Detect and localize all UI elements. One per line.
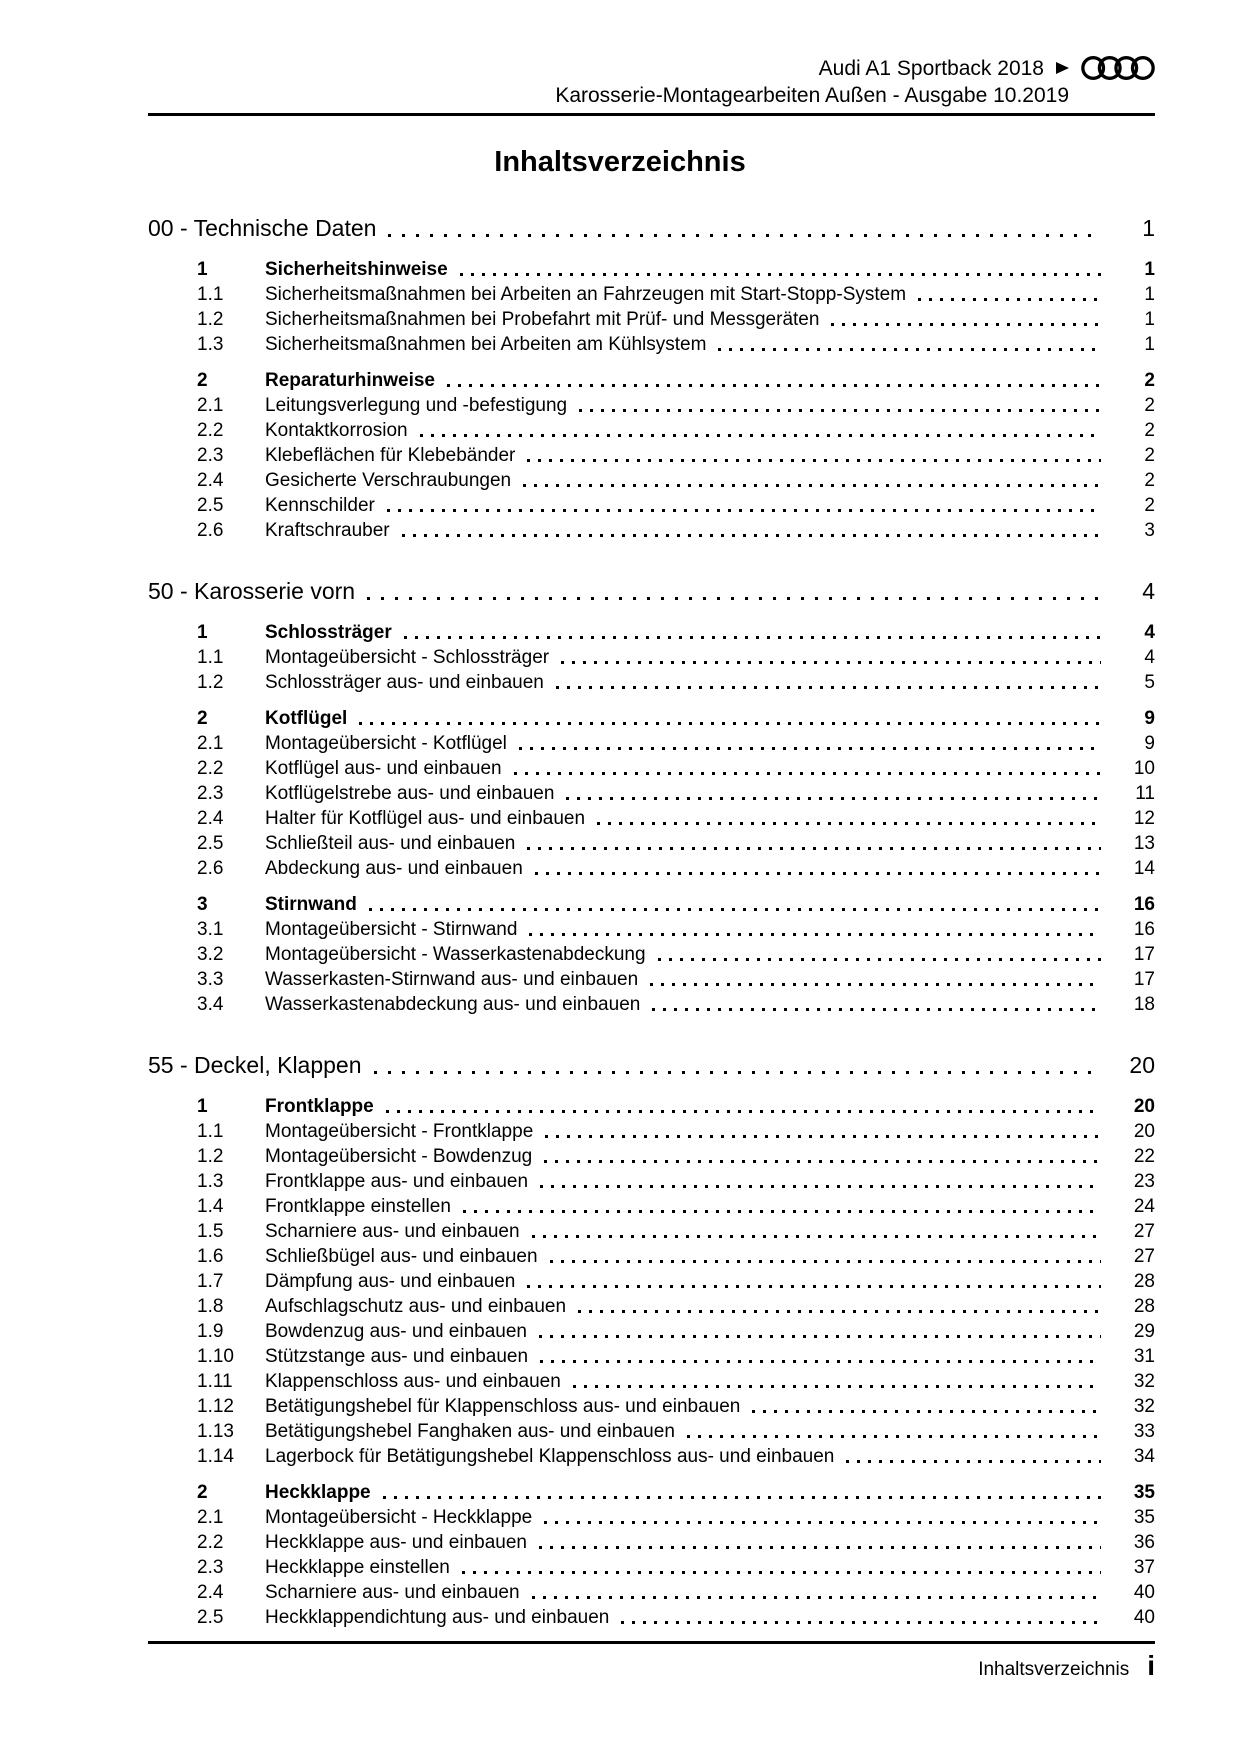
toc-entry-row <box>148 1119 1155 1144</box>
toc-page-number: 34 <box>1133 1446 1155 1467</box>
toc-entry-row <box>148 1094 1155 1119</box>
toc-entry-row <box>148 731 1155 756</box>
toc-entry-title: Kotflügelstrebe aus- und einbauen <box>265 783 555 804</box>
dot-leader <box>752 1410 1101 1413</box>
toc-entry-row <box>148 1505 1155 1530</box>
dot-leader <box>561 661 1101 664</box>
dot-leader <box>545 1135 1101 1138</box>
toc-page-number: 33 <box>1133 1421 1155 1442</box>
toc-chapter-title: 55 - Deckel, Klappen <box>148 1052 362 1078</box>
toc-entry-number: 2.4 <box>197 808 224 829</box>
toc-entry-row <box>148 1319 1155 1344</box>
toc-page-number: 31 <box>1133 1346 1155 1367</box>
header-model-line <box>148 54 1155 82</box>
dot-leader <box>658 958 1101 961</box>
toc-entry-row <box>148 645 1155 670</box>
dot-leader <box>579 409 1101 412</box>
toc-page-number: 1 <box>1144 334 1155 355</box>
toc-page-number: 35 <box>1133 1507 1155 1528</box>
toc-entry-number: 1 <box>197 1096 208 1117</box>
dot-leader <box>718 348 1101 351</box>
toc-page-number: 29 <box>1133 1321 1155 1342</box>
toc-page-number: 2 <box>1144 445 1155 466</box>
dot-leader <box>550 1260 1101 1263</box>
dot-leader <box>462 1571 1101 1574</box>
toc-page-number: 9 <box>1144 733 1155 754</box>
toc-entry-title: Aufschlagschutz aus- und einbauen <box>265 1296 567 1317</box>
toc-entry-row <box>148 493 1155 518</box>
toc-page-number: 28 <box>1133 1271 1155 1292</box>
toc-entry-number: 1.12 <box>197 1396 234 1417</box>
dot-leader <box>540 1185 1101 1188</box>
toc-entry-title: Betätigungshebel für Klappenschloss aus- und einbauen <box>265 1396 741 1417</box>
toc-page-number: 2 <box>1144 495 1155 516</box>
dot-leader <box>402 534 1101 537</box>
toc-entry-number: 3.2 <box>197 944 224 965</box>
toc-entry-row <box>148 942 1155 967</box>
toc-entry-number: 1.10 <box>197 1346 234 1367</box>
toc-entry-number: 3.4 <box>197 994 224 1015</box>
dot-leader <box>523 484 1101 487</box>
toc-entry-row <box>148 257 1155 282</box>
toc-entry-title: Sicherheitshinweise <box>265 259 448 280</box>
toc-entry-row <box>148 1194 1155 1219</box>
toc-entry-row <box>148 1169 1155 1194</box>
toc-chapter-row <box>148 210 1155 246</box>
dot-leader <box>573 1385 1101 1388</box>
toc-entry-row <box>148 282 1155 307</box>
toc-entry-number: 1.7 <box>197 1271 224 1292</box>
toc-entry-number: 1.5 <box>197 1221 224 1242</box>
toc-entry-row <box>148 781 1155 806</box>
toc-entry-title: Sicherheitsmaßnahmen bei Arbeiten an Fahrzeugen mit Start-Stopp-System <box>265 284 907 305</box>
dot-leader <box>463 1210 1101 1213</box>
dot-leader <box>387 509 1101 512</box>
toc-page-number: 17 <box>1133 969 1155 990</box>
toc-entry-title: Montageübersicht - Heckklappe <box>265 1507 533 1528</box>
toc-entry-number: 2.1 <box>197 733 224 754</box>
toc-entry-number: 2.6 <box>197 520 224 541</box>
toc-page-number: 36 <box>1133 1532 1155 1553</box>
toc-entry-title: Montageübersicht - Kotflügel <box>265 733 507 754</box>
dot-leader <box>831 323 1101 326</box>
arrow-right-icon <box>1056 62 1069 74</box>
toc-page-number: 35 <box>1133 1482 1155 1503</box>
toc-entry-row <box>148 1219 1155 1244</box>
toc-entry-number: 1.13 <box>197 1421 234 1442</box>
dot-leader <box>404 636 1101 639</box>
toc-entry-row <box>148 806 1155 831</box>
header-subtitle: Karosserie-Montagearbeiten Außen - Ausgabe 10.2019 <box>555 84 1069 107</box>
dot-leader <box>527 459 1101 462</box>
toc-entry-title: Lagerbock für Betätigungshebel Klappenschloss aus- und einbauen <box>265 1446 835 1467</box>
toc-entry-number: 2.2 <box>197 1532 224 1553</box>
toc-entry-row <box>148 1444 1155 1469</box>
toc-entry-title: Montageübersicht - Stirnwand <box>265 919 518 940</box>
dot-leader <box>918 298 1101 301</box>
dot-leader <box>535 872 1101 875</box>
toc-entry-number: 2.3 <box>197 445 224 466</box>
toc-entry-title: Stirnwand <box>265 894 357 915</box>
toc-entry-title: Montageübersicht - Wasserkastenabdeckung <box>265 944 646 965</box>
toc-page-number: 20 <box>1129 1052 1155 1078</box>
dot-leader <box>529 933 1101 936</box>
dot-leader <box>367 597 1101 600</box>
toc-entry-title: Dämpfung aus- und einbauen <box>265 1271 516 1292</box>
toc-entry-row <box>148 1244 1155 1269</box>
toc-entry-number: 2 <box>197 1482 208 1503</box>
toc-entry-number: 1.1 <box>197 284 224 305</box>
dot-leader <box>532 1596 1101 1599</box>
toc-entry-row <box>148 620 1155 645</box>
header-model-text: Audi A1 Sportback 2018 <box>818 56 1044 80</box>
dot-leader <box>527 847 1101 850</box>
toc-entry-title: Leitungsverlegung und -befestigung <box>265 395 568 416</box>
toc-page-number: 1 <box>1144 284 1155 305</box>
toc-entry-number: 2.4 <box>197 470 224 491</box>
toc-entry-row <box>148 443 1155 468</box>
toc-page-number: 32 <box>1133 1371 1155 1392</box>
footer-row <box>148 1644 1155 1681</box>
toc-entry-title: Klebeflächen für Klebebänder <box>265 445 516 466</box>
toc-entry-title: Frontklappe <box>265 1096 374 1117</box>
toc-page-number: 9 <box>1144 708 1155 729</box>
toc-page-number: 22 <box>1133 1146 1155 1167</box>
toc-entry-number: 1.8 <box>197 1296 224 1317</box>
toc-entry-title: Heckklappe aus- und einbauen <box>265 1532 527 1553</box>
dot-leader <box>460 273 1101 276</box>
toc-page-number: 4 <box>1144 622 1155 643</box>
toc-entry-number: 1.1 <box>197 647 224 668</box>
toc-entry-number: 2.2 <box>197 758 224 779</box>
toc-entry-number: 1.2 <box>197 1146 224 1167</box>
toc-chapter-row <box>148 1047 1155 1083</box>
dot-leader <box>544 1160 1101 1163</box>
toc-entry-title: Bowdenzug aus- und einbauen <box>265 1321 527 1342</box>
toc-entry-row <box>148 307 1155 332</box>
toc-entry-title: Schließbügel aus- und einbauen <box>265 1246 538 1267</box>
toc-entry-number: 1.3 <box>197 334 224 355</box>
toc-entry-row <box>148 332 1155 357</box>
toc-page-number: 37 <box>1133 1557 1155 1578</box>
toc-entry-title: Halter für Kotflügel aus- und einbauen <box>265 808 586 829</box>
toc-entry-title: Sicherheitsmaßnahmen bei Arbeiten am Kühlsystem <box>265 334 707 355</box>
footer-page-number: i <box>1147 1650 1155 1681</box>
dot-leader <box>566 797 1101 800</box>
toc-page-number: 32 <box>1133 1396 1155 1417</box>
toc-entry-row <box>148 1269 1155 1294</box>
toc-entry-row <box>148 706 1155 731</box>
dot-leader <box>597 822 1101 825</box>
toc-page-number: 27 <box>1133 1221 1155 1242</box>
toc-page-number: 4 <box>1142 578 1155 604</box>
toc-entry-row <box>148 1530 1155 1555</box>
toc-entry-title: Montageübersicht - Bowdenzug <box>265 1146 533 1167</box>
toc-entry-title: Klappenschloss aus- und einbauen <box>265 1371 561 1392</box>
toc-entry-number: 2.5 <box>197 833 224 854</box>
dot-leader <box>447 384 1101 387</box>
toc-entry-title: Wasserkastenabdeckung aus- und einbauen <box>265 994 641 1015</box>
toc-entry-row <box>148 368 1155 393</box>
toc-entry-row <box>148 856 1155 881</box>
toc-page-number: 4 <box>1144 647 1155 668</box>
toc-entry-title: Gesicherte Verschraubungen <box>265 470 512 491</box>
toc-chapter-title: 00 - Technische Daten <box>148 215 377 241</box>
toc-entry-number: 1.1 <box>197 1121 224 1142</box>
toc-entry-row <box>148 1294 1155 1319</box>
toc-entry-row <box>148 1580 1155 1605</box>
dot-leader <box>420 434 1101 437</box>
toc-entry-row <box>148 1605 1155 1630</box>
toc-entry-number: 3.1 <box>197 919 224 940</box>
toc-entry-number: 2.1 <box>197 1507 224 1528</box>
toc-entry-title: Scharniere aus- und einbauen <box>265 1582 520 1603</box>
dot-leader <box>519 747 1101 750</box>
toc-entry-row <box>148 967 1155 992</box>
toc-page-number: 18 <box>1133 994 1155 1015</box>
toc-page-number: 16 <box>1133 919 1155 940</box>
toc-entry-number: 3.3 <box>197 969 224 990</box>
toc-entry-title: Kontaktkorrosion <box>265 420 408 441</box>
toc-entry-row <box>148 1394 1155 1419</box>
toc-entry-number: 3 <box>197 894 208 915</box>
toc-entry-title: Heckklappendichtung aus- und einbauen <box>265 1607 610 1628</box>
toc-entry-number: 2.2 <box>197 420 224 441</box>
toc-list <box>148 210 1155 1630</box>
toc-page-number: 11 <box>1135 783 1155 804</box>
page-footer <box>148 1641 1155 1681</box>
toc-entry-row <box>148 1344 1155 1369</box>
toc-entry-row <box>148 1419 1155 1444</box>
toc-page-number: 16 <box>1133 894 1155 915</box>
page-header <box>148 54 1155 116</box>
dot-leader <box>532 1235 1101 1238</box>
toc-page-number: 28 <box>1133 1296 1155 1317</box>
dot-leader <box>388 234 1101 237</box>
toc-entry-title: Abdeckung aus- und einbauen <box>265 858 523 879</box>
toc-page-number: 1 <box>1142 215 1155 241</box>
dot-leader <box>544 1521 1101 1524</box>
toc-entry-row <box>148 756 1155 781</box>
toc-entry-title: Heckklappe <box>265 1482 371 1503</box>
toc-entry-number: 2.6 <box>197 858 224 879</box>
toc-entry-title: Frontklappe aus- und einbauen <box>265 1171 529 1192</box>
toc-entry-title: Montageübersicht - Schlossträger <box>265 647 550 668</box>
toc-entry-title: Heckklappe einstellen <box>265 1557 450 1578</box>
page-title: Inhaltsverzeichnis <box>494 146 746 178</box>
toc-page-number: 13 <box>1133 833 1155 854</box>
footer-label: Inhaltsverzeichnis <box>978 1659 1130 1680</box>
dot-leader <box>846 1460 1101 1463</box>
toc-page-number: 2 <box>1144 420 1155 441</box>
dot-leader <box>374 1071 1101 1074</box>
dot-leader <box>652 1008 1101 1011</box>
toc-chapter-title: 50 - Karosserie vorn <box>148 578 356 604</box>
toc-entry-title: Wasserkasten-Stirnwand aus- und einbauen <box>265 969 639 990</box>
toc-entry-row <box>148 992 1155 1017</box>
toc-entry-number: 1.2 <box>197 672 224 693</box>
toc-entry-row <box>148 831 1155 856</box>
toc-page-number: 12 <box>1133 808 1155 829</box>
toc-entry-number: 2.3 <box>197 783 224 804</box>
toc-entry-title: Betätigungshebel Fanghaken aus- und einbauen <box>265 1421 675 1442</box>
toc-entry-number: 2.5 <box>197 495 224 516</box>
dot-leader <box>369 908 1101 911</box>
toc-entry-number: 1.4 <box>197 1196 224 1217</box>
toc-page-number: 40 <box>1133 1607 1155 1628</box>
toc-entry-title: Schlossträger <box>265 622 392 643</box>
toc-entry-row <box>148 418 1155 443</box>
dot-leader <box>556 686 1101 689</box>
toc-page-number: 1 <box>1144 259 1155 280</box>
toc-entry-row <box>148 1369 1155 1394</box>
toc-entry-title: Kotflügel aus- und einbauen <box>265 758 502 779</box>
toc-page-number: 24 <box>1133 1196 1155 1217</box>
toc-page-number: 17 <box>1133 944 1155 965</box>
dot-leader <box>578 1310 1101 1313</box>
toc-entry-number: 2.4 <box>197 1582 224 1603</box>
dot-leader <box>539 1546 1101 1549</box>
dot-leader <box>621 1621 1101 1624</box>
toc-entry-number: 1.11 <box>197 1371 233 1392</box>
toc-entry-title: Kraftschrauber <box>265 520 390 541</box>
toc-entry-title: Sicherheitsmaßnahmen bei Probefahrt mit Prüf- und Messgeräten <box>265 309 820 330</box>
toc-entry-number: 2 <box>197 370 208 391</box>
toc-entry-title: Schließteil aus- und einbauen <box>265 833 516 854</box>
toc-entry-row <box>148 393 1155 418</box>
toc-entry-title: Kotflügel <box>265 708 348 729</box>
toc-entry-row <box>148 670 1155 695</box>
toc-entry-number: 1.14 <box>197 1446 234 1467</box>
dot-leader <box>687 1435 1101 1438</box>
dot-leader <box>540 1360 1101 1363</box>
toc-entry-row <box>148 1555 1155 1580</box>
toc-page-number: 2 <box>1144 470 1155 491</box>
toc-entry-row <box>148 1480 1155 1505</box>
dot-leader <box>527 1285 1101 1288</box>
toc-entry-title: Kennschilder <box>265 495 375 516</box>
toc-entry-number: 1 <box>197 622 208 643</box>
toc-page-number: 23 <box>1133 1171 1155 1192</box>
toc-page-number: 2 <box>1144 370 1155 391</box>
toc-entry-number: 1.6 <box>197 1246 224 1267</box>
toc-page-number: 3 <box>1144 520 1155 541</box>
toc-page-number: 20 <box>1133 1096 1155 1117</box>
toc-page-number: 27 <box>1133 1246 1155 1267</box>
toc-entry-number: 2.5 <box>197 1607 224 1628</box>
toc-page-number: 10 <box>1133 758 1155 779</box>
toc-entry-title: Scharniere aus- und einbauen <box>265 1221 520 1242</box>
toc-page-number: 1 <box>1144 309 1155 330</box>
toc-entry-title: Reparaturhinweise <box>265 370 435 391</box>
toc-chapter-row <box>148 573 1155 609</box>
toc-entry-title: Montageübersicht - Frontklappe <box>265 1121 534 1142</box>
toc-entry-row <box>148 892 1155 917</box>
toc-entry-number: 2 <box>197 708 208 729</box>
toc-page-number: 2 <box>1144 395 1155 416</box>
toc-entry-row <box>148 518 1155 543</box>
toc-entry-number: 1.2 <box>197 309 224 330</box>
toc-entry-number: 1.9 <box>197 1321 224 1342</box>
toc-entry-row <box>148 1144 1155 1169</box>
dot-leader <box>539 1335 1101 1338</box>
toc-page-number: 14 <box>1133 858 1155 879</box>
dot-leader <box>514 772 1101 775</box>
dot-leader <box>650 983 1101 986</box>
toc-entry-title: Stützstange aus- und einbauen <box>265 1346 529 1367</box>
toc-entry-title: Frontklappe einstellen <box>265 1196 451 1217</box>
toc-page-number: 40 <box>1133 1582 1155 1603</box>
toc-entry-row <box>148 917 1155 942</box>
toc-page-number: 5 <box>1144 672 1155 693</box>
toc-entry-number: 1.3 <box>197 1171 224 1192</box>
toc-entry-title: Schlossträger aus- und einbauen <box>265 672 544 693</box>
toc-page-number: 20 <box>1133 1121 1155 1142</box>
dot-leader <box>383 1496 1101 1499</box>
audi-rings-logo <box>1081 54 1155 82</box>
toc-entry-number: 2.3 <box>197 1557 224 1578</box>
toc-entry-row <box>148 468 1155 493</box>
toc-entry-number: 2.1 <box>197 395 224 416</box>
dot-leader <box>359 722 1101 725</box>
toc-entry-number: 1 <box>197 259 208 280</box>
dot-leader <box>386 1110 1101 1113</box>
